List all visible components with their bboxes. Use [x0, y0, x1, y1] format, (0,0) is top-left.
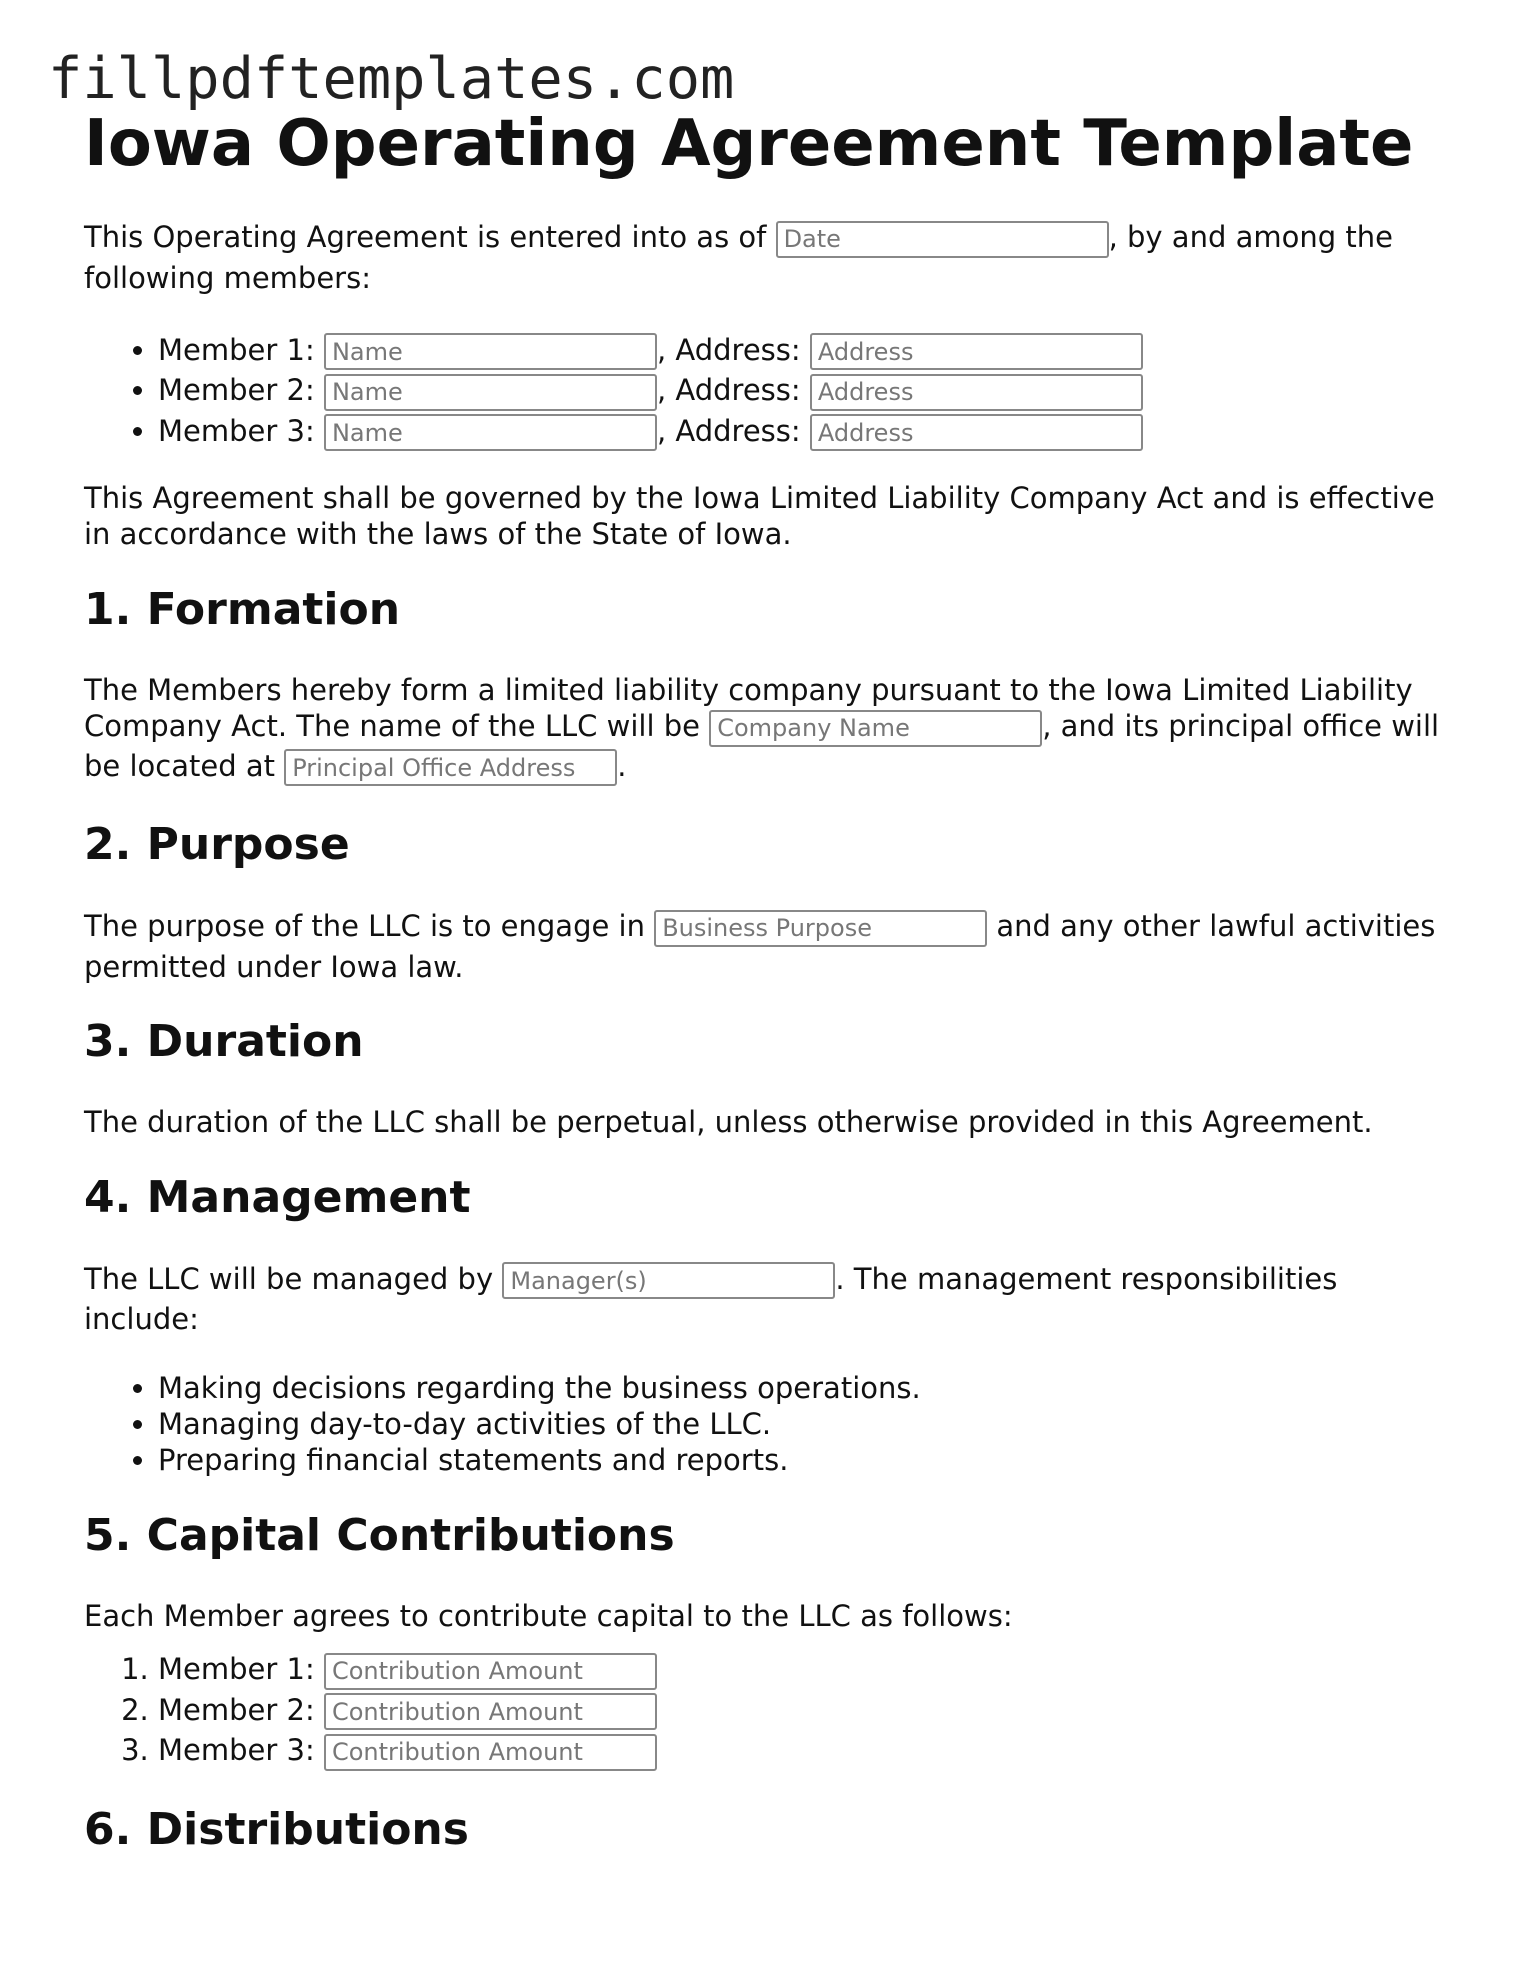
list-item: • Preparing financial statements and reports.	[158, 1442, 1444, 1478]
governing-law-paragraph: This Agreement shall be governed by the Iowa Limited Liability Company Act and is effective in accordance with the laws of the State of Iowa.	[84, 481, 1435, 551]
member-3-name-input[interactable]	[324, 414, 657, 451]
member-1-address-input[interactable]	[810, 333, 1143, 370]
member-label: Member 2:	[158, 373, 315, 407]
member-2-name-input[interactable]	[324, 374, 657, 411]
business-purpose-input[interactable]	[654, 910, 987, 947]
list-item	[158, 1650, 1444, 1691]
member-label: Member 2:	[158, 1692, 315, 1727]
section-heading-duration: 3. Duration	[84, 1015, 364, 1067]
company-name-input[interactable]	[709, 710, 1042, 747]
member-2-address-input[interactable]	[810, 374, 1143, 411]
list-item	[158, 331, 1444, 372]
formation-paragraph	[84, 672, 1444, 787]
formation-text-3: .	[617, 748, 627, 783]
member-label: Member 1:	[158, 332, 315, 367]
member-label: Member 3:	[158, 413, 315, 448]
address-label: , Address:	[656, 332, 801, 367]
capital-contributions-list	[84, 1650, 1444, 1772]
section-heading-distributions: 6. Distributions	[84, 1803, 469, 1855]
management-text-2: . The management responsibilities include:	[84, 1261, 1338, 1336]
intro-text-before: This Operating Agreement is entered into as of	[84, 220, 767, 254]
intro-paragraph	[84, 218, 1444, 297]
management-text-1: The LLC will be managed by	[84, 1261, 494, 1296]
member-3-contribution-input[interactable]	[324, 1734, 657, 1771]
member-1-name-input[interactable]	[324, 333, 657, 370]
list-item	[158, 1691, 1444, 1732]
purpose-paragraph	[84, 907, 1444, 986]
section-heading-formation: 1. Formation	[84, 584, 401, 635]
member-2-contribution-input[interactable]	[324, 1693, 657, 1730]
list-item	[158, 371, 1444, 412]
section-heading-capital: 5. Capital Contributions	[84, 1510, 675, 1561]
purpose-text-1: The purpose of the LLC is to engage in	[84, 909, 645, 943]
member-1-contribution-input[interactable]	[324, 1653, 657, 1690]
page-title: Iowa Operating Agreement Template	[84, 107, 1414, 181]
list-item	[158, 412, 1444, 453]
member-label: Member 1:	[158, 1652, 315, 1686]
management-responsibilities-list	[84, 1370, 1444, 1478]
agreement-date-input[interactable]	[776, 221, 1109, 258]
list-item	[158, 1731, 1444, 1772]
address-label: , Address:	[656, 413, 801, 448]
formation-text-1: The Members hereby form a limited liability company pursuant to the Iowa Limited Liability Company Act. The name of the LLC will be	[84, 673, 1413, 743]
member-label: Member 3:	[158, 1733, 315, 1767]
section-heading-purpose: 2. Purpose	[84, 819, 350, 870]
member-3-address-input[interactable]	[810, 414, 1143, 451]
duration-paragraph: The duration of the LLC shall be perpetual, unless otherwise provided in this Agreement.	[84, 1104, 1373, 1139]
intro-text-after: , by and among the following members:	[84, 220, 1393, 295]
manager-input[interactable]	[502, 1262, 835, 1299]
members-list	[84, 331, 1444, 453]
address-label: , Address:	[656, 373, 801, 407]
purpose-text-2: and any other lawful activities permitted under Iowa law.	[84, 909, 1436, 984]
section-heading-management: 4. Management	[84, 1171, 471, 1223]
management-paragraph	[84, 1260, 1444, 1339]
list-item: • Managing day-to-day activities of the LLC.	[158, 1406, 1444, 1442]
formation-text-2: , and its principal office will be located at	[84, 709, 1440, 783]
document-page	[84, 104, 1444, 1858]
principal-office-input[interactable]	[284, 749, 617, 786]
list-item: • Making decisions regarding the business operations.	[158, 1370, 1444, 1406]
watermark-logo: fillpdftemplates.com	[48, 46, 735, 112]
capital-paragraph: Each Member agrees to contribute capital to the LLC as follows:	[84, 1599, 1013, 1633]
